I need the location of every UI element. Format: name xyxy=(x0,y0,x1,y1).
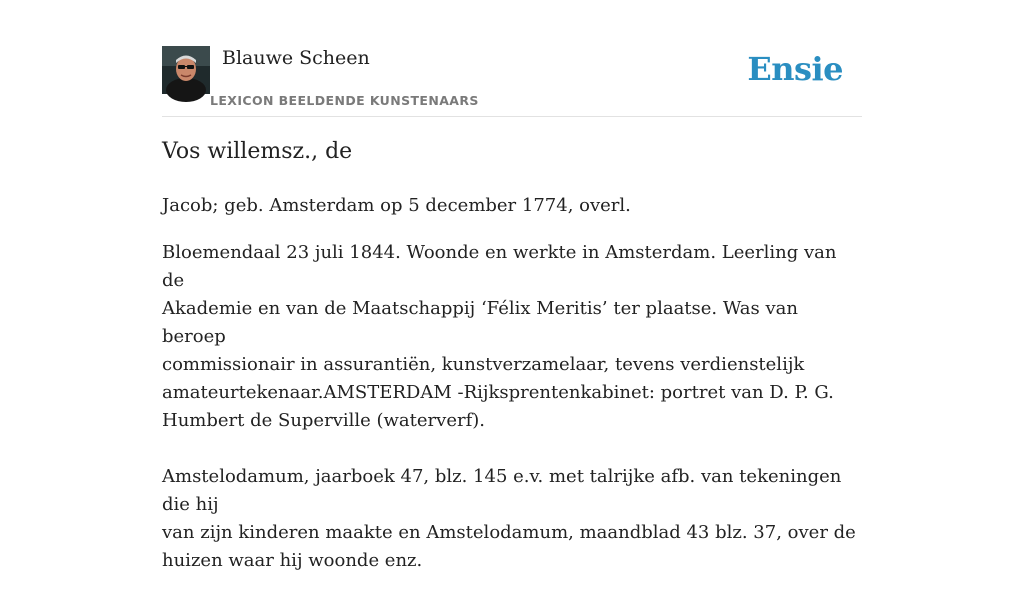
article-paragraph: Bloemendaal 23 juli 1844. Woonde en werkte in Amsterdam. Leerling van de Akademie en van de Maatschappij ‘Félix Meritis’ ter plaatse. Was van beroep commissionair in assurantiën, kunstverzamelaar, tevens verdienstelijk amateurtekenaar.AMSTERDAM -Rijksprentenkabinet: portret van D. P. G. Humbert de Superville (waterverf). Amstelodamum, jaarboek 47, blz. 145 e.v. met talrijke afb. van tekeningen die hij van zijn kinderen maakte en Amstelodamum, maandblad 43 blz. 37, over de huizen waar hij woonde enz. xyxy=(162,242,856,571)
author-avatar[interactable] xyxy=(162,46,210,94)
brand-logo[interactable]: Ensie xyxy=(747,50,843,88)
article-title: Vos willemsz., de xyxy=(162,139,353,164)
author-name[interactable]: Blauwe Scheen xyxy=(222,47,370,69)
section-label[interactable]: LEXICON BEELDENDE KUNSTENAARS xyxy=(210,93,479,108)
article-body xyxy=(162,192,862,594)
site-header xyxy=(162,46,862,117)
person-photo-avatar-icon xyxy=(162,46,210,94)
article-paragraph: Jacob; geb. Amsterdam op 5 december 1774, overl. xyxy=(162,195,631,216)
